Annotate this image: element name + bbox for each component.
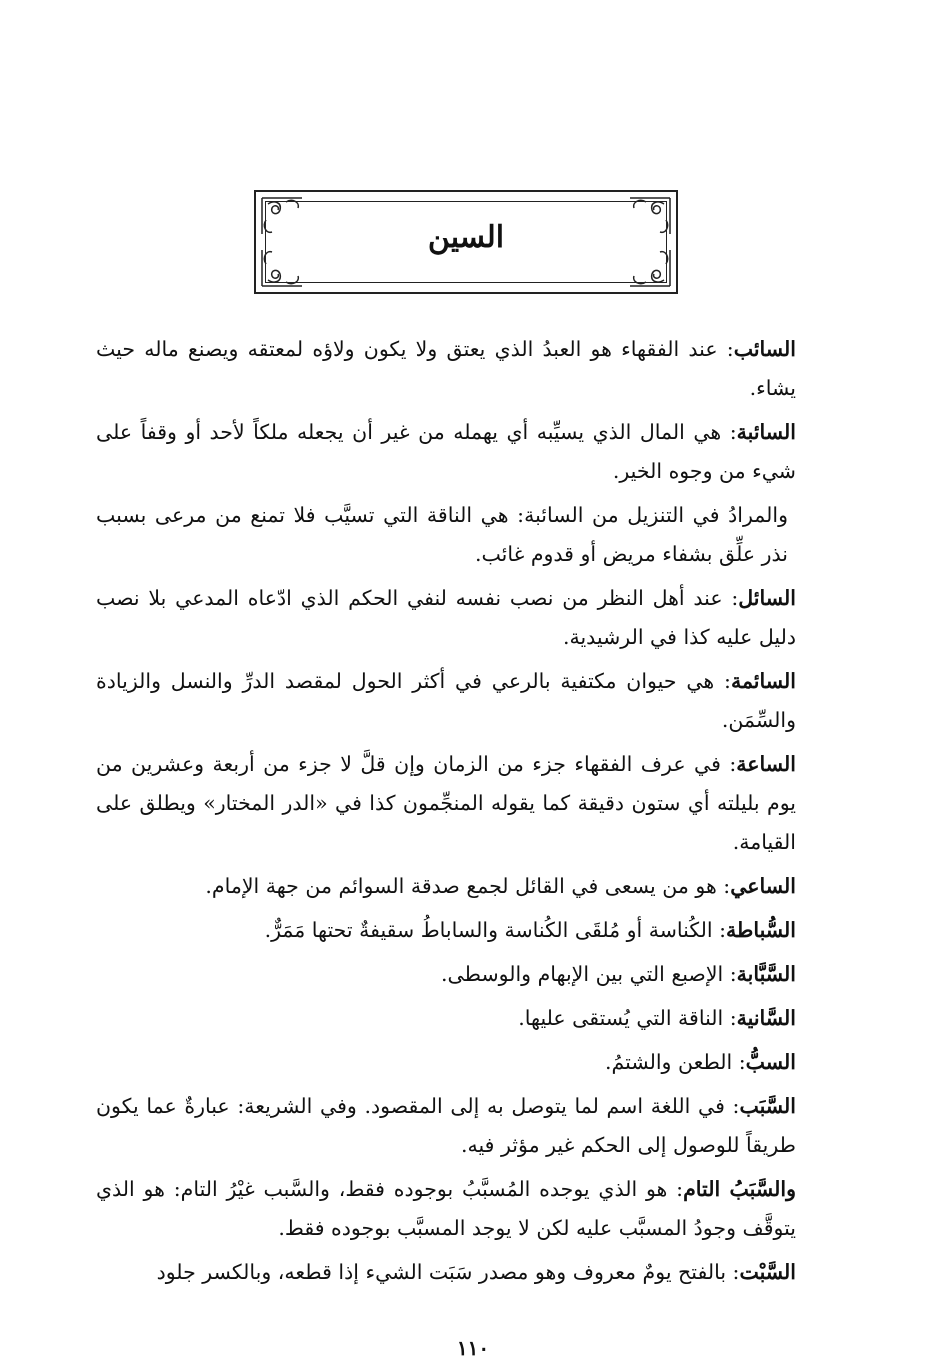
entry xyxy=(96,1170,796,1248)
entry-term: الساعة xyxy=(736,752,796,776)
entry-term: السائمة xyxy=(730,669,796,693)
entry-definition: : في عرف الفقهاء جزء من الزمان وإن قلَّ لا جزء من أربعة وعشرين من يوم بليلته أي ستون دقيقة كما يقوله المنجِّمون كذا في «الدر المختار» ويطلق على القيامة. xyxy=(96,752,796,854)
entry-term: الساعي xyxy=(730,874,796,898)
entry-definition: : هي المال الذي يسيِّبه أي يهمله من غير أن يجعله ملكاً لأحد أو وقفاً على شيء من وجوه الخير. xyxy=(96,420,796,483)
entry xyxy=(96,413,796,491)
entry xyxy=(96,1043,796,1082)
entry-definition: : الإصبع التي بين الإبهام والوسطى. xyxy=(441,962,737,986)
entry xyxy=(96,1087,796,1165)
entry-definition: : هو من يسعى في القائل لجمع صدقة السوائم من جهة الإمام. xyxy=(205,874,731,898)
entry xyxy=(96,955,796,994)
entry-term: السائب xyxy=(733,337,796,361)
entry xyxy=(96,911,796,950)
entry-definition: : عند الفقهاء هو العبدُ الذي يعتق ولا يكون ولاؤه لمعتقه ويصنع ماله حيث يشاء. xyxy=(96,337,796,400)
entry-definition: : عند أهل النظر من نصب نفسه لنفي الحكم الذي ادّعاه المدعي بلا نصب دليل عليه كذا في الرشيدية. xyxy=(96,586,796,649)
entry xyxy=(96,579,796,657)
entry-definition: : بالفتح يومٌ معروف وهو مصدر سَبَت الشيء إذا قطعه، وبالكسر جلود xyxy=(156,1260,740,1284)
entry-definition: : الناقة التي يُستقى عليها. xyxy=(518,1006,737,1030)
entry-definition: والمرادُ في التنزيل من السائبة: هي الناقة التي تسيَّب فلا تمنع من مرعى بسبب نذر علِّق بشفاء مريض أو قدوم غائب. xyxy=(96,503,788,566)
entry xyxy=(96,745,796,862)
chapter-title: السين xyxy=(427,220,505,255)
entry-term: السائبة xyxy=(736,420,796,444)
entry xyxy=(96,867,796,906)
entry-definition: : الكُناسة أو مُلقَى الكُناسة والساباطُ سقيفةٌ تحتها مَمَرٌّ. xyxy=(264,918,727,942)
entry-definition: : الطعن والشتمُ. xyxy=(604,1050,746,1074)
entry-definition: : في اللغة اسم لما يتوصل به إلى المقصود. وفي الشريعة: عبارةٌ عما يكون طريقاً للوصول إلى الحكم غير مؤثر فيه. xyxy=(96,1094,796,1157)
entry-term: السَّبَّابة xyxy=(736,962,796,986)
entry-term: السائل xyxy=(738,586,796,610)
entry-definition: : هي حيوان مكتفية بالرعي في أكثر الحول لمقصد الدرِّ والنسل والزيادة والسِّمَن. xyxy=(96,669,796,732)
entry xyxy=(96,330,796,408)
entry-term: السَّبَب xyxy=(739,1094,796,1118)
entry-term: السبُّ xyxy=(745,1050,796,1074)
chapter-title-frame xyxy=(254,190,678,294)
entry xyxy=(96,1253,796,1292)
page-number: ١١٠ xyxy=(456,1336,490,1360)
entry xyxy=(96,999,796,1038)
entry xyxy=(96,496,796,574)
entry-term: السَّبْت xyxy=(739,1260,796,1284)
entry-term: السُّباطة xyxy=(726,918,796,942)
entry-definition: : هو الذي يوجده المُسبَّبُ بوجوده فقط، والسَّبب غيْرُ التام: هو الذي يتوقَّف وجودُ المسبَّب عليه لكن لا يوجد المسبَّب بوجوده فقط. xyxy=(96,1177,796,1240)
dictionary-entries xyxy=(96,330,796,1297)
entry-term: والسَّبَبُ التام xyxy=(683,1177,796,1201)
entry xyxy=(96,662,796,740)
entry-term: السَّانية xyxy=(736,1006,796,1030)
